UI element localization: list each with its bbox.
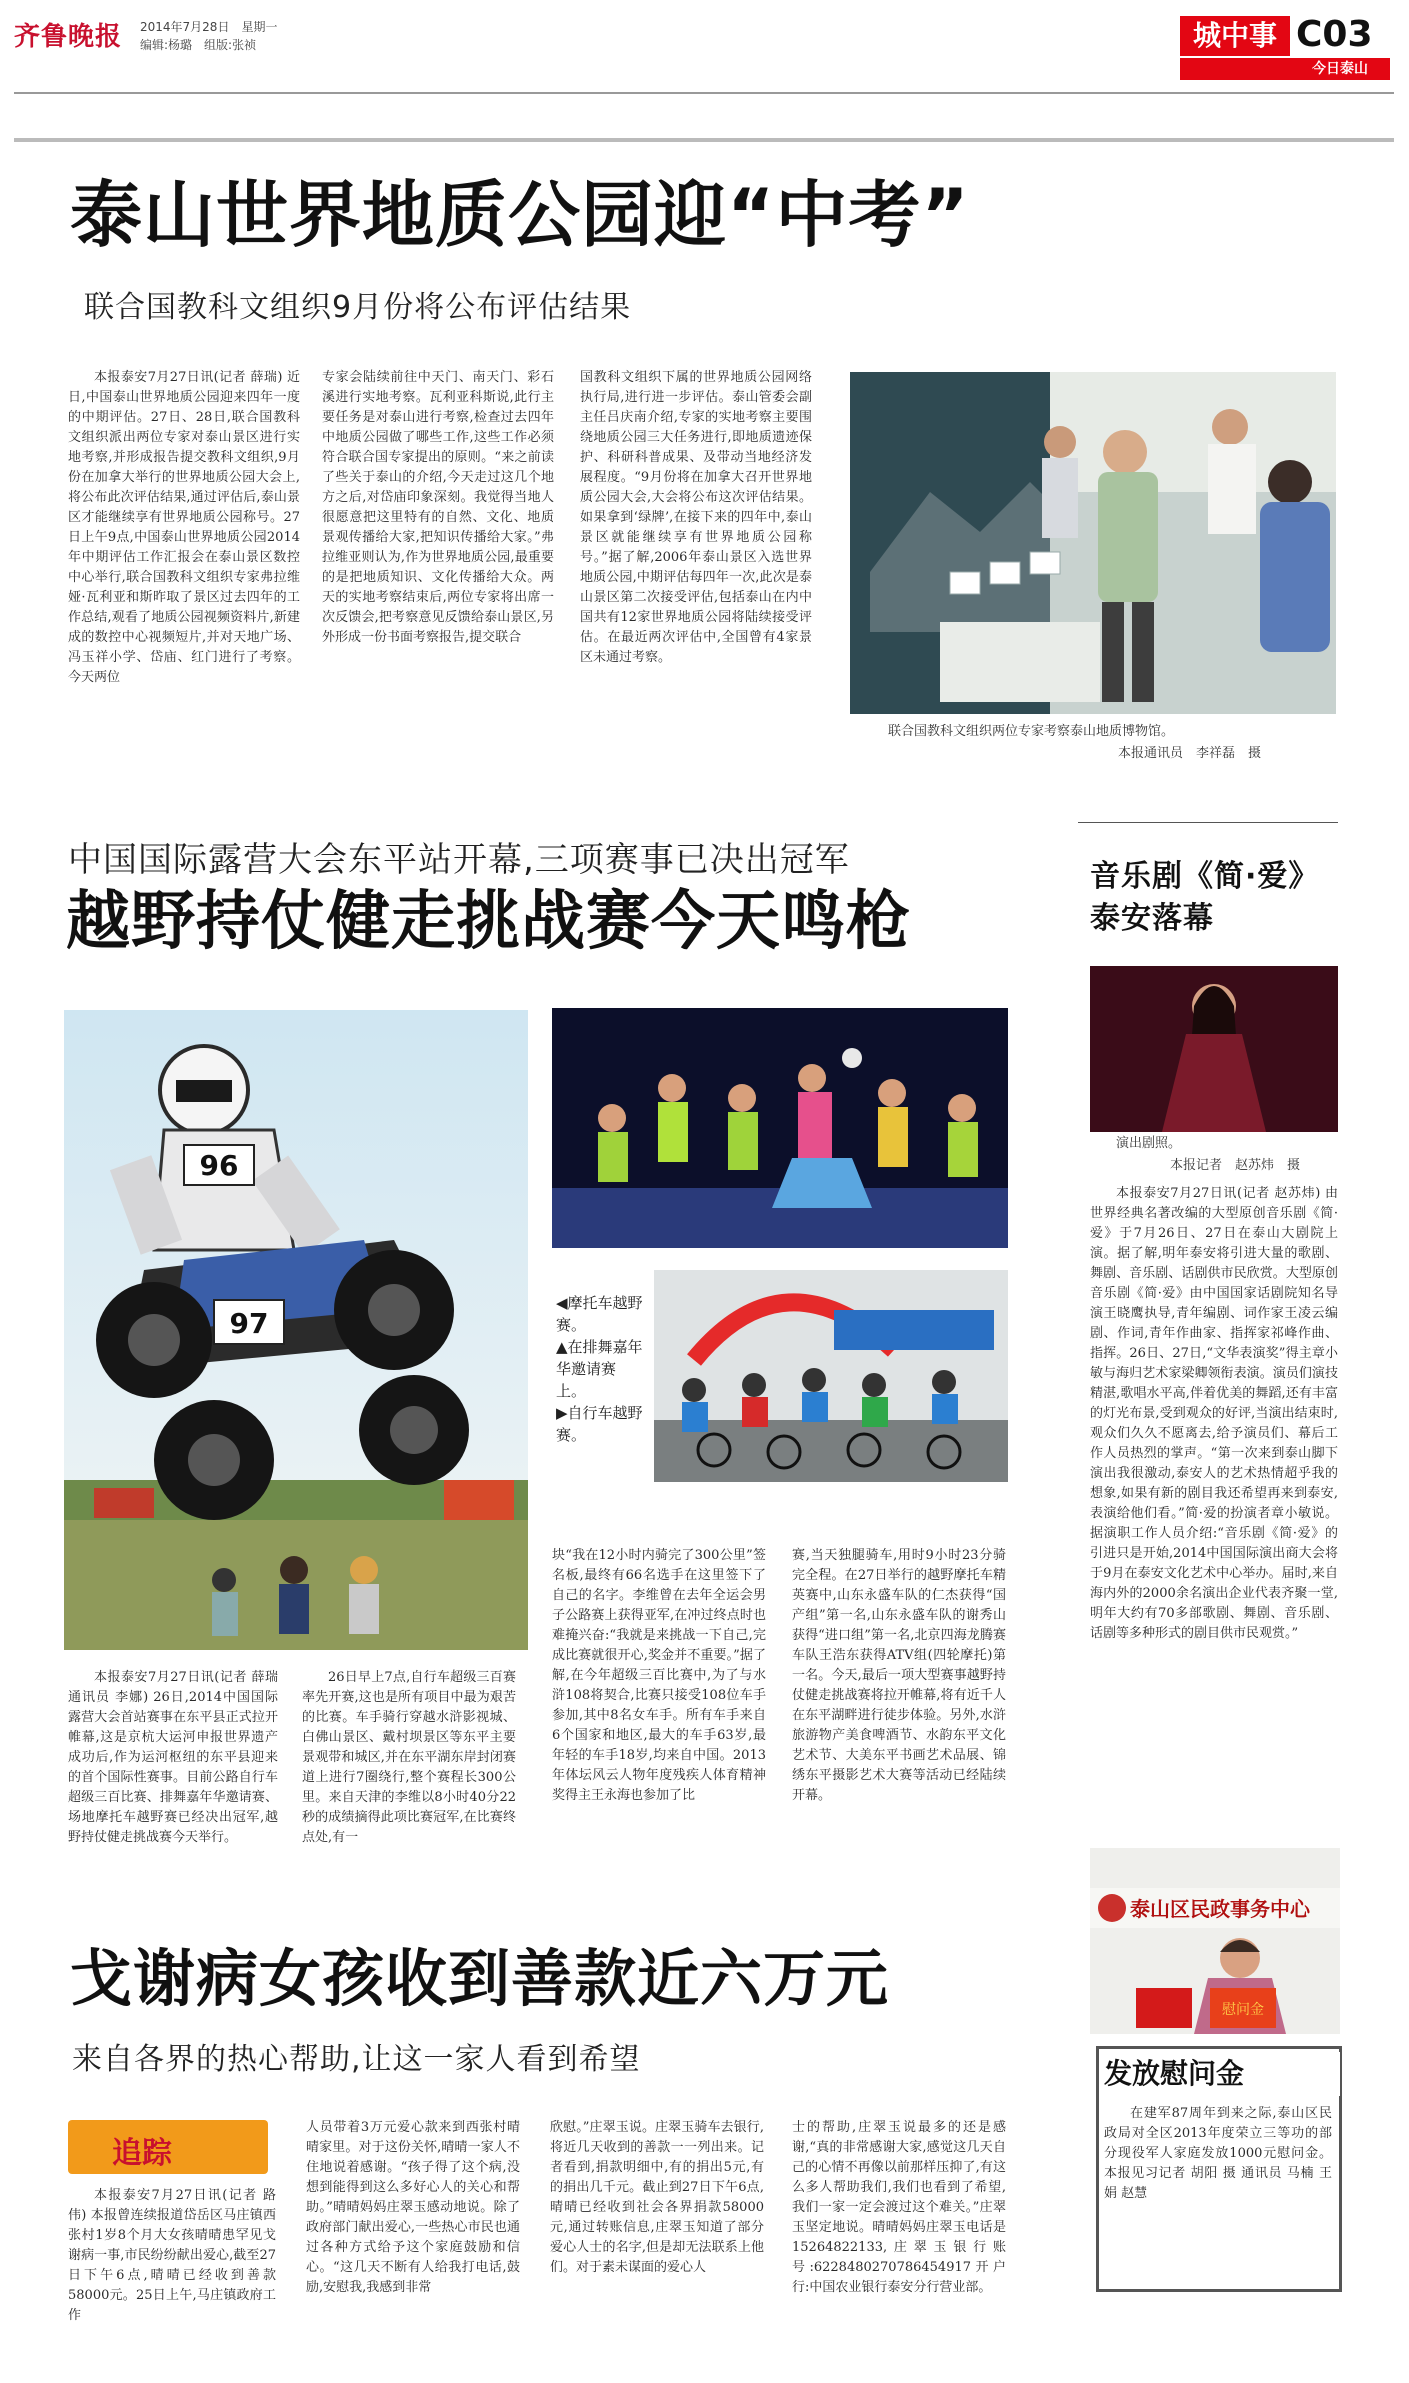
- sidebar-headline-line1: 音乐剧《简·爱》: [1090, 859, 1320, 894]
- article1-col3: 国教科文组织下属的世界地质公园网络执行局,进行进一步评估。泰山管委会副主任吕庆南介绍,专家的实地考察主要围绕地质公园三大任务进行,即地质遗迹保护、科研科普成果、及带动当地经济发展程度。“9月份将在加拿大召开世界地质公园大会,大会将公布这次评估结果。如果拿到‘绿牌’,在接下来的四年中,泰山景区就能继续享有世界地质公园称号。”据了解,2006年泰山景区入选世界地质公园,中期评估每四年一次,此次是泰山景区第二次接受评估,包括泰山在内中国共有12家世界地质公园将陆续接受评估。在最近两次评估中,全国曾有4家景区未通过考察。: [580, 370, 812, 665]
- article3-col4: 士的帮助,庄翠玉说最多的还是感谢,“真的非常感谢大家,感觉这几天自己的心情不再像以前那样压抑了,有这么多人帮助我们,我们也看到了希望,我们一家一定会渡过这个难关。”庄翠玉坚定地说。晴晴妈妈庄翠玉电话是15264822133,庄翠玉银行账号:6228480270786454917开户行:中国农业银行泰安分行营业部。: [792, 2120, 1006, 2295]
- museum-scene: [850, 372, 1336, 714]
- rider-number-96: 96: [199, 1149, 239, 1182]
- sidebar-photo2: [1090, 1848, 1340, 2034]
- tracking-badge-label: 追踪: [112, 2136, 172, 2171]
- issue-editors: 编辑:杨璐 组版:张祯: [140, 38, 257, 52]
- article2-col4: 赛,当天独腿骑车,用时9小时23分骑完全程。在27日举行的越野摩托车精英赛中,山东永盛车队的仁杰获得“国产组”第一名,山东永盛车队的谢秀山获得“进口组”第一名,北京四海龙腾赛车队王浩东获得ATV组(四轮摩托)第一名。今天,最后一项大型赛事越野持仗健走挑战赛将拉开帷幕,将有近千人在东平湖畔进行徒步体验。另外,水浒旅游物产美食啤酒节、水韵东平文化艺术节、大美东平书画艺术品展、锦绣东平摄影艺术大赛等活动已经陆续开幕。: [792, 1548, 1006, 1803]
- article2-col2: 26日早上7点,自行车超级三百赛率先开赛,这也是所有项目中最为艰苦的比赛。车手骑行穿越水浒影视城、白佛山景区、戴村坝景区等东平主要景观带和城区,并在东平湖东岸封闭赛道上进行7圈绕行,整个赛程长300公里。来自天津的李维以8小时40分22秒的成绩摘得此项比赛冠军,在比赛终点处,有一: [302, 1670, 516, 1845]
- article1-photo: [850, 372, 1336, 714]
- sidebar-box-headline: 发放慰问金: [1104, 2052, 1340, 2096]
- article1-subhead: 联合国教科文组织9月份将公布评估结果: [84, 290, 632, 325]
- article1-col2: 专家会陆续前往中天门、南天门、彩石溪进行实地考察。瓦利亚科斯说,此行主要任务是对泰山进行考察,检查过去四年中地质公园做了哪些工作,这些工作必须符合联合国专家提出的原则。“来之前读了些关于泰山的介绍,今天走过这几个地方之后,对岱庙印象深刻。我觉得当地人很愿意把这里特有的自然、文化、地质景观传播给大家,把知识传播给大家。”弗拉维亚则认为,作为世界地质公园,最重要的是把地质知识、文化传播给大众。两天的实地考察结束后,两位专家将出席一次反馈会,把考察意见反馈给泰山景区,另外形成一份书面考察报告,提交联合: [322, 370, 554, 645]
- sidebar-top-rule: [1078, 822, 1338, 823]
- issue-date: 2014年7月28日 星期一: [140, 20, 278, 34]
- section-name: 城中事: [1180, 16, 1290, 56]
- article2-col1: 本报泰安7月27日讯(记者 薛瑞 通讯员 李娜) 26日,2014中国国际露营大会首站赛事在东平县正式拉开帷幕,这是京杭大运河申报世界遗产成功后,作为运河枢纽的东平县迎来的首个国际性赛事。目前公路自行车超级三百比赛、排舞嘉年华邀请赛、场地摩托车越野赛已经决出冠军,越野持仗健走挑战赛今天举行。: [68, 1670, 278, 1845]
- sidebar-headline-line2: 泰安落幕: [1090, 901, 1214, 936]
- dance-scene: [552, 1008, 1008, 1248]
- article2-col3: 块“我在12小时内骑完了300公里”签名板,最终有66名选手在这里签下了自己的名字。李维曾在去年全运会男子公路赛上获得亚军,在冲过终点时也难掩兴奋:“我就是来挑战一下自己,完成比赛就很开心,奖金并不重要。”据了解,在今年超级三百比赛中,为了与水浒108将契合,比赛只接受108位车手参加,其中8名女车手。所有车手来自6个国家和地区,最大的车手63岁,最年轻的车手18岁,均来自中国。2013年体坛风云人物年度残疾人体育精神奖得主王永海也参加了比: [552, 1548, 766, 1803]
- article3-headline: 戈谢病女孩收到善款近六万元: [70, 1942, 890, 2015]
- article1-col1: 本报泰安7月27日讯(记者 薛瑞) 近日,中国泰山世界地质公园迎来四年一度的中期评估。27日、28日,联合国教科文组织派出两位专家对泰山景区进行实地考察,并形成报告提交教科文组织,9月份在加拿大举行的世界地质公园大会上,将公布此次评估结果,通过评估后,泰山景区才能继续享有世界地质公园称号。27日上午9点,中国泰山世界地质公园2014年中期评估工作汇报会在泰山景区数控中心举行,联合国教科文组织专家弗拉维娅·瓦利亚和斯昨取了景区过去四年的工作总结,观看了地质公园视频资料片,新建成的数控中心视频短片,并对天地广场、冯玉祥小学、岱庙、红门进行了考察。今天两位: [68, 370, 300, 685]
- dance-photo: [552, 1008, 1008, 1248]
- sidebar-box-body: 在建军87周年到来之际,泰山区民政局对全区2013年度荣立三等功的部分现役军人家庭发放1000元慰问金。本报见习记者 胡阳 摄 通讯员 马楠 王娟 赵慧: [1104, 2106, 1332, 2201]
- article1-photo-caption: 联合国教科文组织两位专家考察泰山地质博物馆。: [888, 724, 1175, 739]
- article2-kicker: 中国国际露营大会东平站开幕,三项赛事已决出冠军: [68, 840, 850, 880]
- caption-dance: ▲在排舞嘉年华邀请赛上。: [556, 1338, 643, 1400]
- office-sign: 泰山区民政事务中心: [1130, 1897, 1310, 1921]
- sidebar-photo-caption: 演出剧照。: [1116, 1136, 1182, 1151]
- caption-motocross: ◀摩托车越野赛。: [556, 1294, 643, 1334]
- tracking-badge: [68, 2120, 268, 2174]
- section-subtitle: 今日泰山: [1180, 58, 1390, 80]
- sidebar-photo-credit: 本报记者 赵苏炜 摄: [1170, 1158, 1301, 1173]
- article2-headline: 越野持仗健走挑战赛今天鸣枪: [66, 885, 911, 959]
- top-divider: [14, 138, 1394, 142]
- issue-meta: [140, 18, 277, 54]
- cycling-photo: [654, 1270, 1008, 1482]
- sidebar-body: 本报泰安7月27日讯(记者 赵苏炜) 由世界经典名著改编的大型原创音乐剧《简·爱》于7月26日、27日在泰山大剧院上演。据了解,明年泰安将引进大量的歌剧、舞剧、音乐剧、话剧供市民欣赏。大型原创音乐剧《简·爱》由中国国家话剧院知名导演王晓鹰执导,青年编剧、词作家王凌云编剧、作词,青年作曲家、指挥家祁峰作曲、指挥。26日、27日,“文华表演奖”得主章小敏与海归艺术家梁卿领衔表演。演员们演技精湛,歌唱水平高,伴着优美的舞蹈,还有丰富的灯光布景,受到观众的好评,当演出结束时,观众们久久不愿离去,给予演员们、幕后工作人员热烈的掌声。“第一次来到泰山脚下演出我很激动,泰安人的艺术热情超乎我的想象,如果有新的剧目我还希望再来到泰安,表演给他们看。”简·爱的扮演者章小敏说。据演职工作人员介绍:“音乐剧《简·爱》的引进只是开始,2014中国国际演出商大会将于9月在泰安文化艺术中心举办。届时,来自海内外的2000余名演出企业代表齐聚一堂,明年大约有70多部歌剧、舞剧、音乐剧、话剧等多种形式的剧目供市民观赏。”: [1090, 1186, 1338, 1641]
- award-scene: [1090, 1848, 1340, 2034]
- article3-col1: 本报泰安7月27日讯(记者 路伟) 本报曾连续报道岱岳区马庄镇西张村1岁8个月大女孩晴晴患罕见戈谢病一事,市民纷纷献出爱心,截至27日下午6点,晴晴已经收到善款58000元。25日上午,马庄镇政府工作: [68, 2188, 276, 2323]
- cycling-scene: [654, 1270, 1008, 1482]
- atv-scene: [64, 1010, 528, 1650]
- opera-scene: [1090, 966, 1338, 1132]
- article3-col3: 欣慰。”庄翠玉说。庄翠玉骑车去银行,将近几天收到的善款一一列出来。记者看到,捐款明细中,有的捐出5元,有的捐出几千元。截止到27日下午6点,晴晴已经收到社会各界捐款58000元,通过转账信息,庄翠玉知道了部分爱心人士的名字,但是却无法联系上他们。对于素未谋面的爱心人: [550, 2120, 764, 2275]
- article1-headline: 泰山世界地质公园迎“中考”: [70, 173, 970, 257]
- caption-cycling: ▶自行车越野赛。: [556, 1404, 643, 1444]
- sidebar-headline: [1090, 856, 1319, 940]
- article1-photo-credit: 本报通讯员 李祥磊 摄: [1118, 746, 1262, 761]
- newspaper-logo: 齐鲁晚报: [14, 22, 123, 52]
- masthead-rule: [14, 92, 1394, 94]
- atv-photo: [64, 1010, 528, 1650]
- sidebar-photo: [1090, 966, 1338, 1132]
- article3-col2: 人员带着3万元爱心款来到西张村晴晴家里。对于这份关怀,晴晴一家人不住地说着感谢。“孩子得了这个病,没想到能得到这么多好心人的关心和帮助。”晴晴妈妈庄翠玉感动地说。除了政府部门献出爱心,一些热心市民也通过各种方式给予这个家庭鼓励和信心。“这几天不断有人给我打电话,鼓励,安慰我,我感到非常: [306, 2120, 520, 2295]
- certificate-label: 慰问金: [1222, 2002, 1264, 2018]
- article3-subhead: 来自各界的热心帮助,让这一家人看到希望: [72, 2042, 641, 2077]
- article2-photo-captions: [556, 1292, 644, 1446]
- rider-number-97: 97: [229, 1307, 269, 1340]
- page-number: C03: [1296, 14, 1373, 55]
